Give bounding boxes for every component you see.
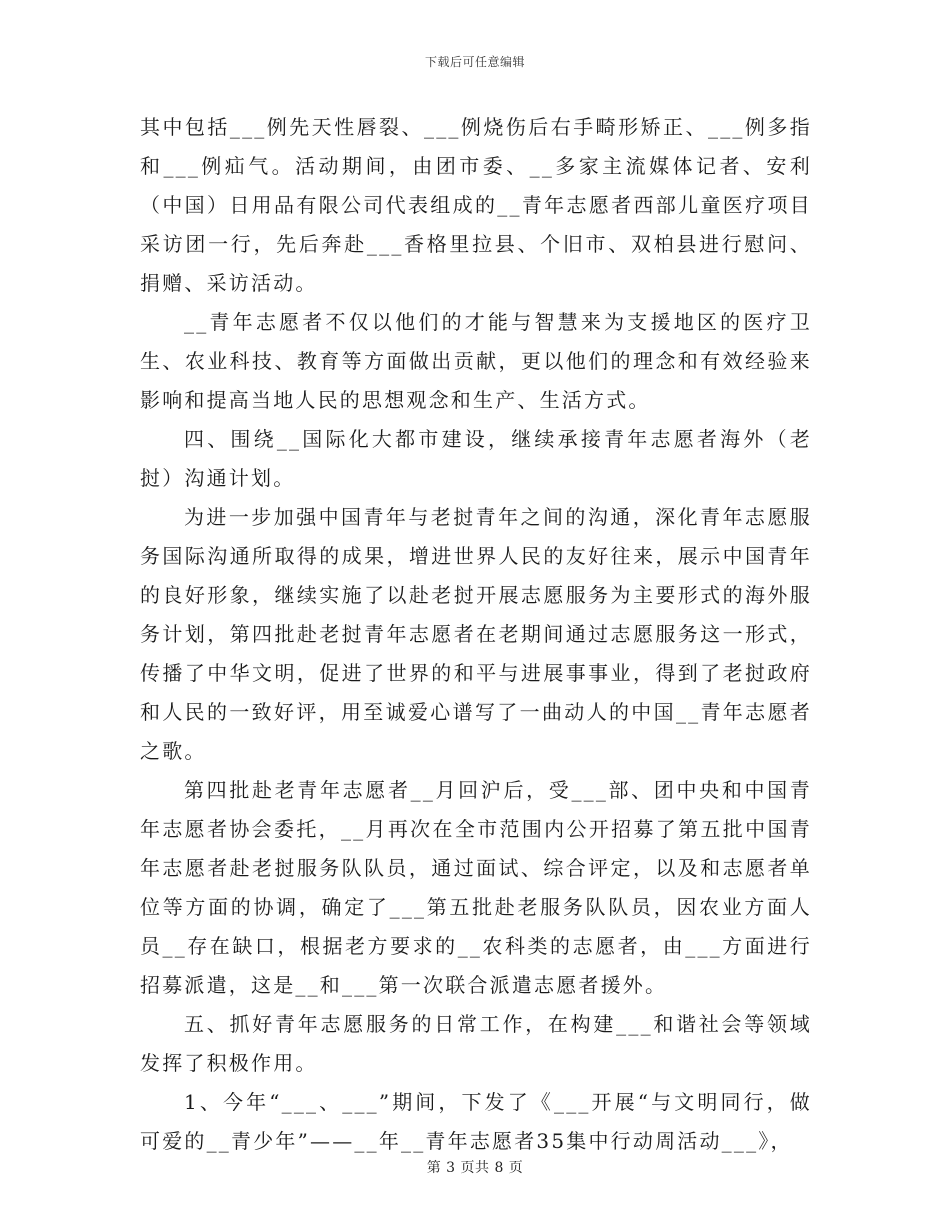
paragraph-continued: 其中包括___例先天性唇裂、___例烧伤后右手畸形矫正、___例多指和___例疝气。活动期间，由团市委、__多家主流媒体记者、安利（中国）日用品有限公司代表组成的__青年志愿者西部儿童医疗项目采访团一行，先后奔赴___香格里拉县、个旧市、双柏县进行慰问、捐赠、采访活动。 xyxy=(140,115,812,295)
document-body xyxy=(140,108,812,1161)
list-item-1: 1、今年“___、___”期间，下发了《___开展“与文明同行，做可爱的__青少年”——__年__青年志愿者35集中行动周活动___》， xyxy=(140,1090,812,1153)
paragraph: 第四批赴老青年志愿者__月回沪后，受___部、团中央和中国青年志愿者协会委托，__月再次在全市范围内公开招募了第五批中国青年志愿者赴老挝服务队队员，通过面试、综合评定，以及和志愿者单位等方面的协调，确定了___第五批赴老服务队队员，因农业方面人员__存在缺口，根据老方要求的__农科类的志愿者，由___方面进行招募派遣，这是__和___第一次联合派遣志愿者援外。 xyxy=(140,778,812,997)
page-header: 下载后可任意编辑 xyxy=(424,55,525,69)
paragraph: __青年志愿者不仅以他们的才能与智慧来为支援地区的医疗卫生、农业科技、教育等方面做出贡献，更以他们的理念和有效经验来影响和提高当地人民的思想观念和生产、生活方式。 xyxy=(140,310,812,412)
page-footer: 第 3 页共 8 页 xyxy=(426,1160,524,1176)
section-heading-5: 五、抓好青年志愿服务的日常工作，在构建___和谐社会等领域发挥了积极作用。 xyxy=(140,1012,812,1075)
paragraph: 为进一步加强中国青年与老挝青年之间的沟通，深化青年志愿服务国际沟通所取得的成果，增进世界人民的友好往来，展示中国青年的良好形象，继续实施了以赴老挝开展志愿服务为主要形式的海外服务计划，第四批赴老挝青年志愿者在老期间通过志愿服务这一形式，传播了中华文明，促进了世界的和平与进展事事业，得到了老挝政府和人民的一致好评，用至诚爱心谱写了一曲动人的中国__青年志愿者之歌。 xyxy=(140,505,812,763)
section-heading-4: 四、围绕__国际化大都市建设，继续承接青年志愿者海外（老挝）沟通计划。 xyxy=(140,427,812,490)
